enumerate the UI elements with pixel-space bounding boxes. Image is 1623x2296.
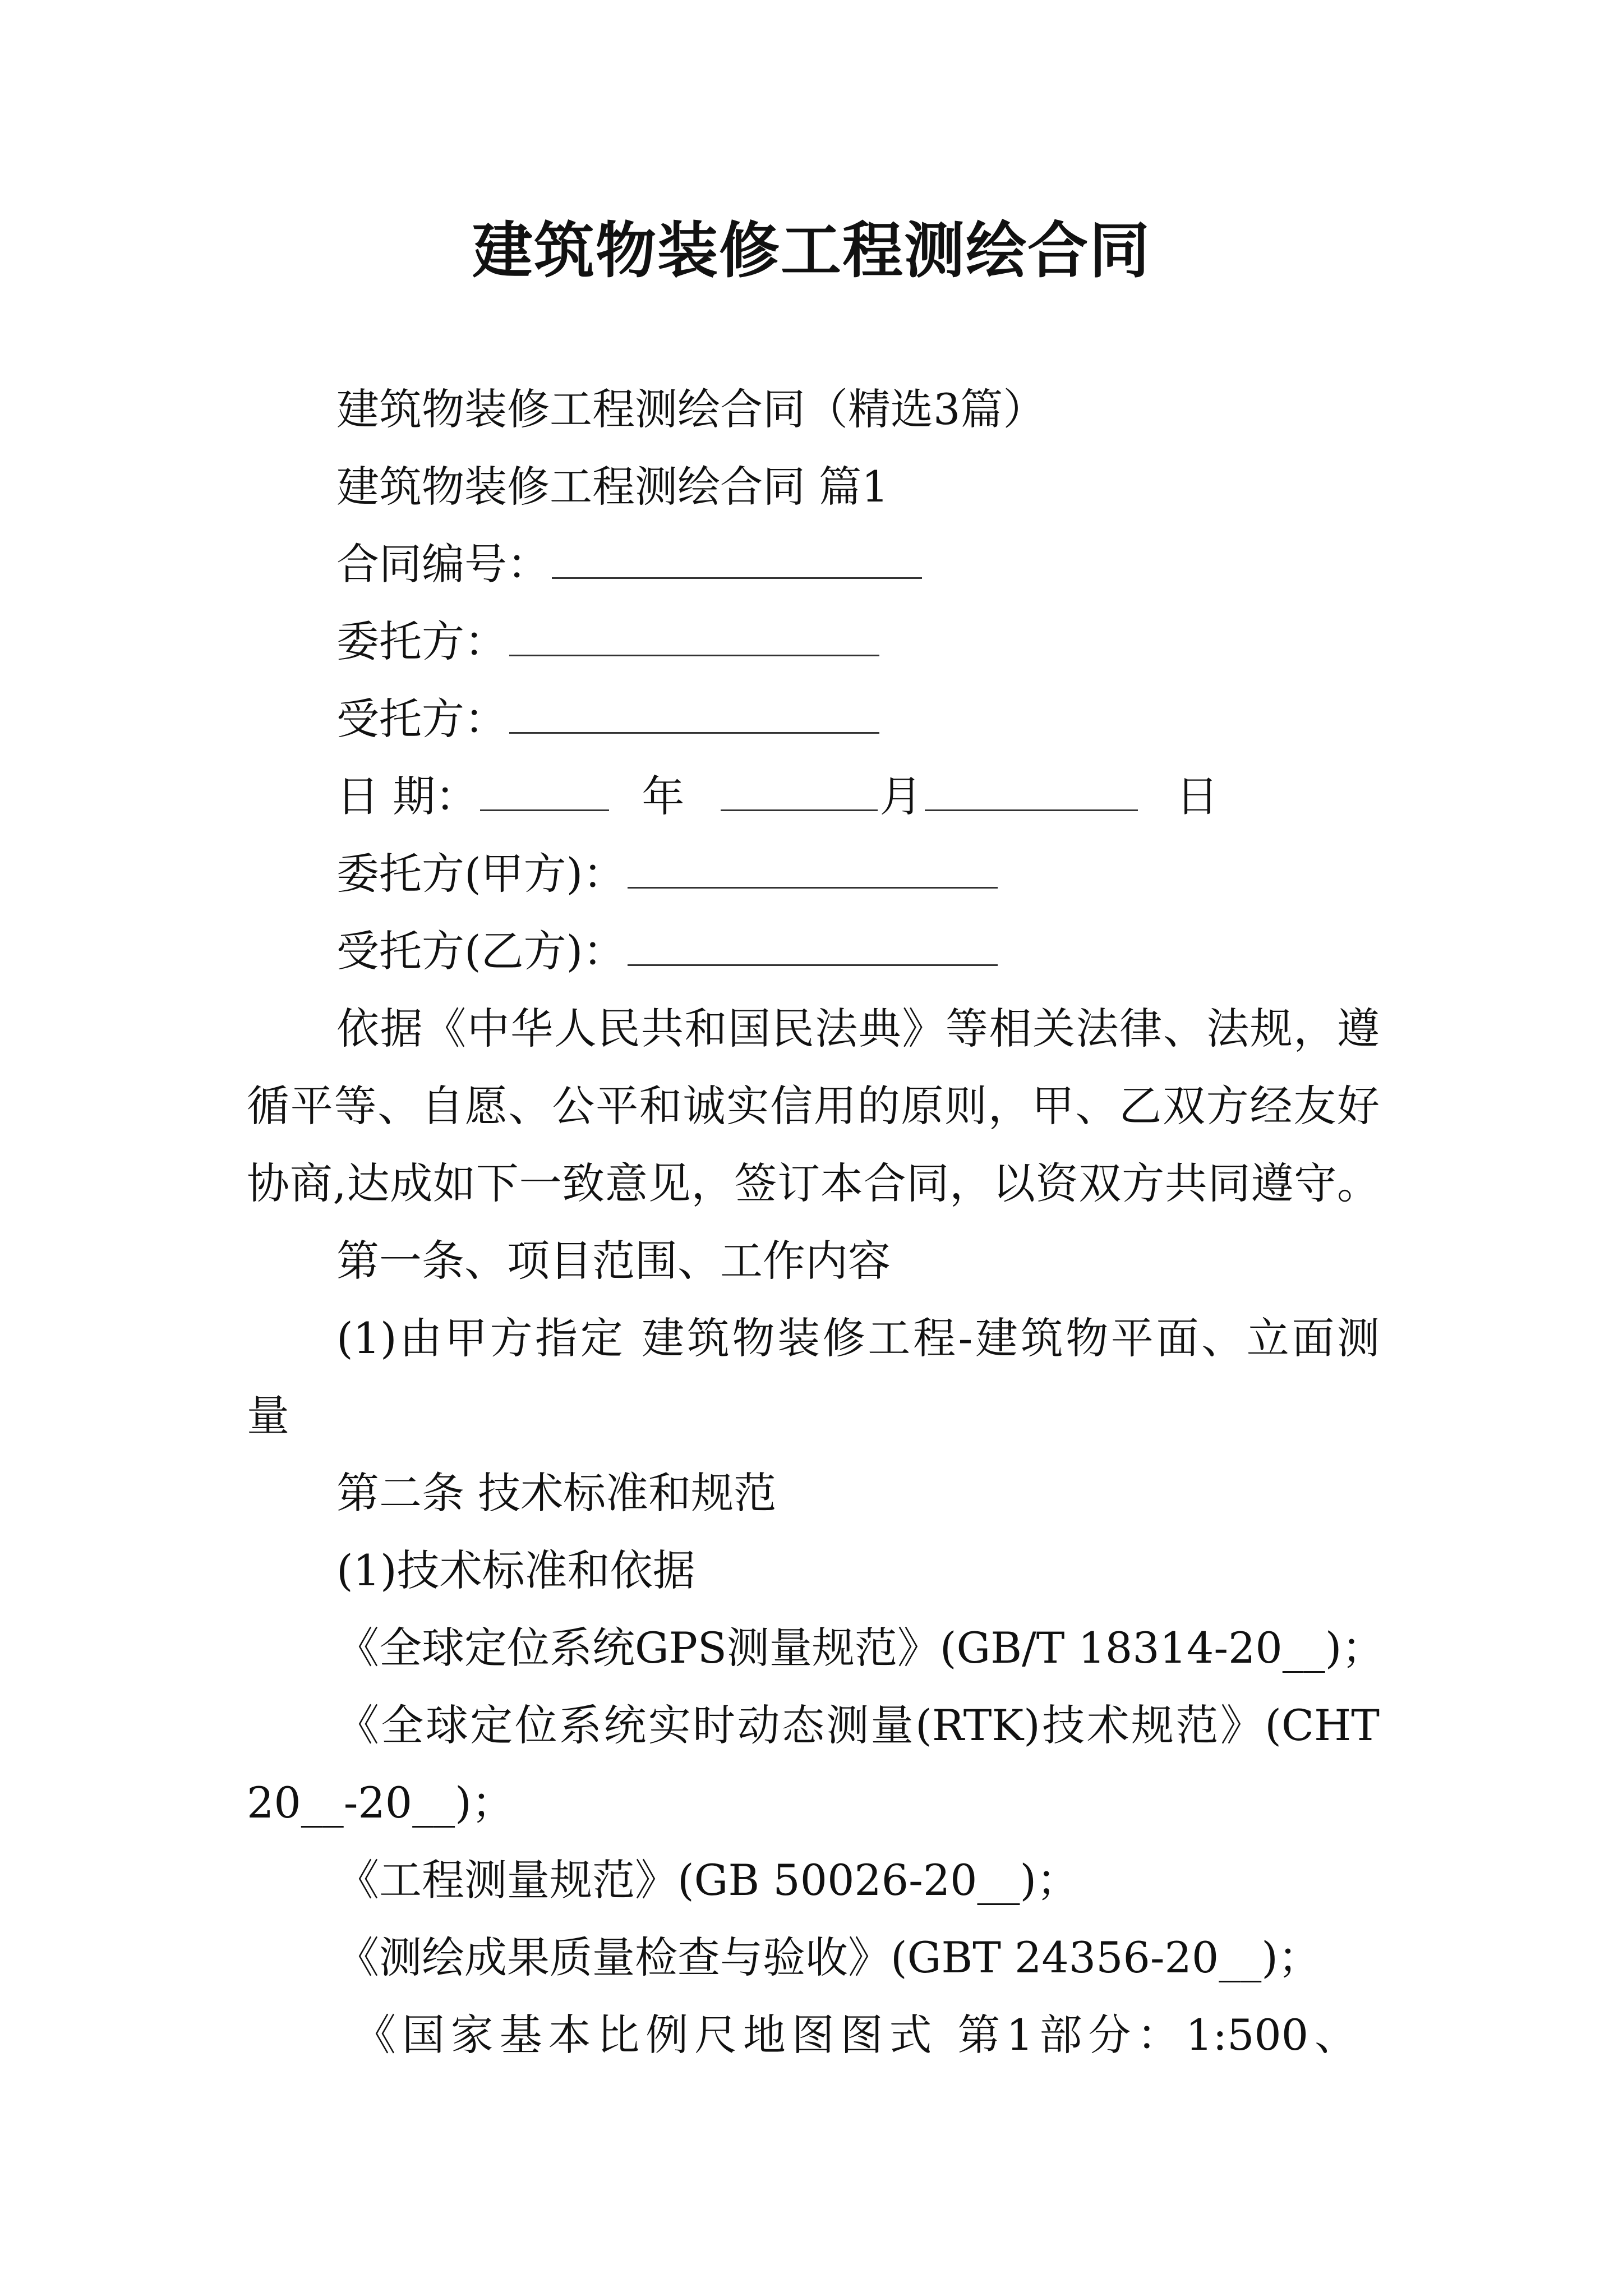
section1-heading: 第一条、项目范围、工作内容 — [336, 1236, 891, 1286]
date-day-label: 日 — [1175, 771, 1219, 821]
standard-line: 《全球定位系统实时动态测量(RTK)技术规范》(CHT — [336, 1700, 1380, 1750]
party-a-row — [336, 846, 1000, 902]
date-month-blank — [721, 772, 878, 811]
date-year-blank — [480, 772, 609, 811]
section2-heading: 第二条 技术标准和规范 — [336, 1468, 777, 1518]
client-label: 委托方： — [336, 616, 507, 666]
contractor-row — [336, 691, 882, 747]
party-b-blank — [628, 927, 998, 966]
standard-line: 《测绘成果质量检查与验收》(GBT 24356-20__)； — [336, 1932, 1321, 1982]
standard-line: 《工程测量规范》(GB 50026-20__)； — [336, 1855, 1080, 1905]
preamble-line: 循平等、自愿、公平和诚实信用的原则，甲、乙双方经友好 — [247, 1081, 1380, 1131]
contractor-label: 受托方： — [336, 694, 507, 744]
party-b-row — [336, 923, 1000, 979]
document-title: 建筑物装修工程测绘合同 — [472, 215, 1151, 286]
standard-line: 《全球定位系统GPS测量规范》(GB/T 18314-20__)； — [336, 1623, 1385, 1673]
contract-number-blank — [552, 540, 922, 579]
date-day-blank — [925, 772, 1138, 811]
party-a-label: 委托方(甲方)： — [336, 849, 626, 899]
article-heading: 建筑物装修工程测绘合同 篇1 — [336, 462, 889, 512]
contract-number-label: 合同编号： — [336, 539, 550, 589]
standard-line: 20__-20__)； — [247, 1778, 514, 1828]
date-label: 日 期： — [336, 771, 478, 821]
contractor-blank — [509, 695, 879, 734]
document-subtitle: 建筑物装修工程测绘合同（精选3篇） — [336, 384, 1046, 434]
section2-subheading: (1)技术标准和依据 — [336, 1545, 695, 1595]
standard-line: 《国家基本比例尺地图图式 第1部分：1:500、 — [353, 2010, 1357, 2060]
contract-number-row — [336, 536, 924, 592]
client-row — [336, 614, 882, 670]
preamble-line: 依据《中华人民共和国民法典》等相关法律、法规，遵 — [336, 1004, 1380, 1053]
date-year-label: 年 — [642, 771, 685, 821]
client-blank — [509, 618, 879, 656]
section1-item-line: 量 — [247, 1391, 289, 1441]
date-row — [336, 769, 1219, 825]
party-a-blank — [628, 850, 998, 889]
party-b-label: 受托方(乙方)： — [336, 926, 626, 976]
section1-item-line: (1)由甲方指定 建筑物装修工程-建筑物平面、立面测 — [336, 1313, 1380, 1363]
preamble-line: 协商,达成如下一致意见，签订本合同，以资双方共同遵守。 — [247, 1158, 1380, 1208]
date-month-label: 月 — [879, 771, 923, 821]
